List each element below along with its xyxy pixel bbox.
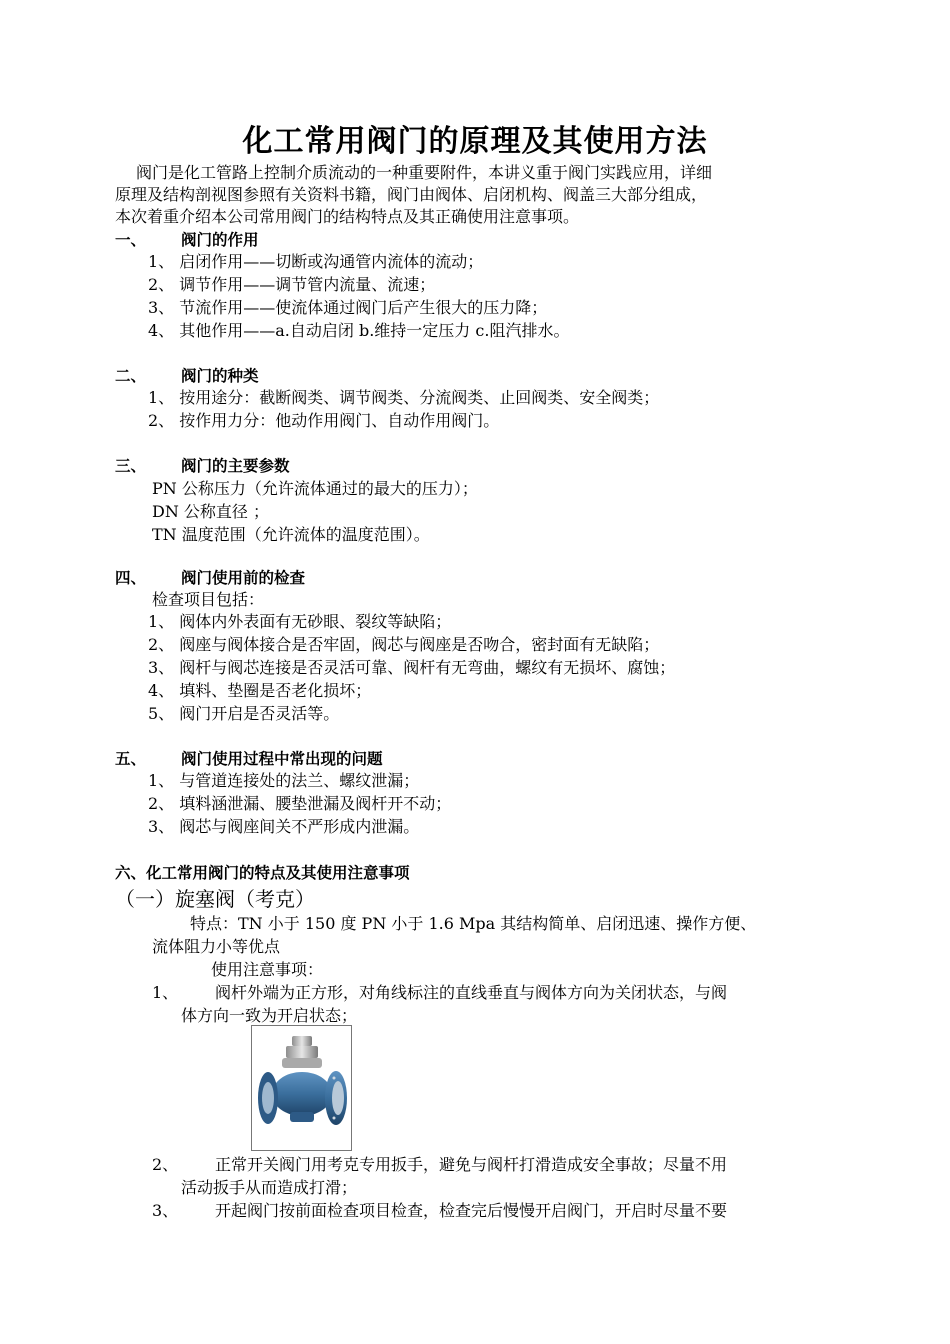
subsection-heading: （一）旋塞阀（考克） bbox=[115, 887, 315, 911]
section-2-heading: 阀门的种类 bbox=[181, 367, 259, 385]
section-4-heading: 阀门使用前的检查 bbox=[181, 569, 306, 587]
section-6-heading: 六、化工常用阀门的特点及其使用注意事项 bbox=[115, 864, 410, 882]
document-title: 化工常用阀门的原理及其使用方法 bbox=[242, 124, 708, 159]
section-4-lead: 检查项目包括： bbox=[152, 590, 265, 609]
section-3-number: 三、 bbox=[115, 457, 147, 475]
section-1-number: 一、 bbox=[115, 231, 147, 249]
list-item: 1、 阀体内外表面有无砂眼、裂纹等缺陷； bbox=[148, 612, 452, 631]
note-text: 开起阀门按前面检查项目检查，检查完后慢慢开启阀门，开启时尽量不要 bbox=[215, 1201, 728, 1220]
list-item: 2、 按作用力分：他动作用阀门、自动作用阀门。 bbox=[148, 411, 500, 430]
list-item: 3、 阀芯与阀座间关不严形成内泄漏。 bbox=[148, 817, 420, 836]
list-item: 2、 调节作用——调节管内流量、流速； bbox=[148, 275, 436, 294]
section-1-heading: 阀门的作用 bbox=[181, 231, 259, 249]
section-5-number: 五、 bbox=[115, 750, 147, 768]
note-text-cont: 体方向一致为开启状态； bbox=[181, 1006, 358, 1025]
note-number: 1、 bbox=[152, 983, 179, 1002]
param-line: DN 公称直径 ； bbox=[152, 502, 270, 521]
intro-line-1: 阀门是化工管路上控制介质流动的一种重要附件，本讲义重于阀门实践应用，详细 bbox=[136, 163, 713, 182]
valve-illustration bbox=[252, 1026, 351, 1150]
note-number: 3、 bbox=[152, 1201, 179, 1220]
list-item: 1、 按用途分：截断阀类、调节阀类、分流阀类、止回阀类、安全阀类； bbox=[148, 388, 660, 407]
list-item: 3、 节流作用——使流体通过阀门后产生很大的压力降； bbox=[148, 298, 548, 317]
note-text-cont: 活动扳手从而造成打滑； bbox=[181, 1178, 358, 1197]
list-item: 4、 其他作用——a.自动启闭 b.维持一定压力 c.阻汽排水。 bbox=[148, 321, 570, 340]
note-text: 阀杆外端为正方形，对角线标注的直线垂直与阀体方向为关闭状态，与阀 bbox=[215, 983, 728, 1002]
notes-lead: 使用注意事项： bbox=[211, 960, 324, 979]
list-item: 1、 启闭作用——切断或沟通管内流体的流动； bbox=[148, 252, 484, 271]
list-item: 1、 与管道连接处的法兰、螺纹泄漏； bbox=[148, 771, 420, 790]
intro-line-2: 原理及结构剖视图参照有关资料书籍，阀门由阀体、启闭机构、阀盖三大部分组成， bbox=[115, 185, 708, 204]
list-item: 4、 填料、垫圈是否老化损坏； bbox=[148, 681, 372, 700]
plug-valve-image bbox=[251, 1025, 352, 1151]
intro-line-3: 本次着重介绍本公司常用阀门的结构特点及其正确使用注意事项。 bbox=[115, 207, 580, 226]
section-4-number: 四、 bbox=[115, 569, 147, 587]
list-item: 3、 阀杆与阀芯连接是否灵活可靠、阀杆有无弯曲，螺纹有无损坏、腐蚀； bbox=[148, 658, 676, 677]
list-item: 2、 填料涵泄漏、腰垫泄漏及阀杆开不动； bbox=[148, 794, 452, 813]
section-2-number: 二、 bbox=[115, 367, 147, 385]
section-3-heading: 阀门的主要参数 bbox=[181, 457, 290, 475]
param-line: TN 温度范围（允许流体的温度范围）。 bbox=[152, 525, 430, 544]
features-line-1: 特点：TN 小于 150 度 PN 小于 1.6 Mpa 其结构简单、启闭迅速、操作方便、 bbox=[190, 914, 757, 933]
list-item: 5、 阀门开启是否灵活等。 bbox=[148, 704, 340, 723]
list-item: 2、 阀座与阀体接合是否牢固，阀芯与阀座是否吻合，密封面有无缺陷； bbox=[148, 635, 660, 654]
param-line: PN 公称压力（允许流体通过的最大的压力）； bbox=[152, 479, 478, 498]
features-line-2: 流体阻力小等优点 bbox=[152, 937, 281, 956]
note-text: 正常开关阀门用考克专用扳手，避免与阀杆打滑造成安全事故；尽量不用 bbox=[215, 1155, 728, 1174]
note-number: 2、 bbox=[152, 1155, 179, 1174]
section-5-heading: 阀门使用过程中常出现的问题 bbox=[181, 750, 383, 768]
